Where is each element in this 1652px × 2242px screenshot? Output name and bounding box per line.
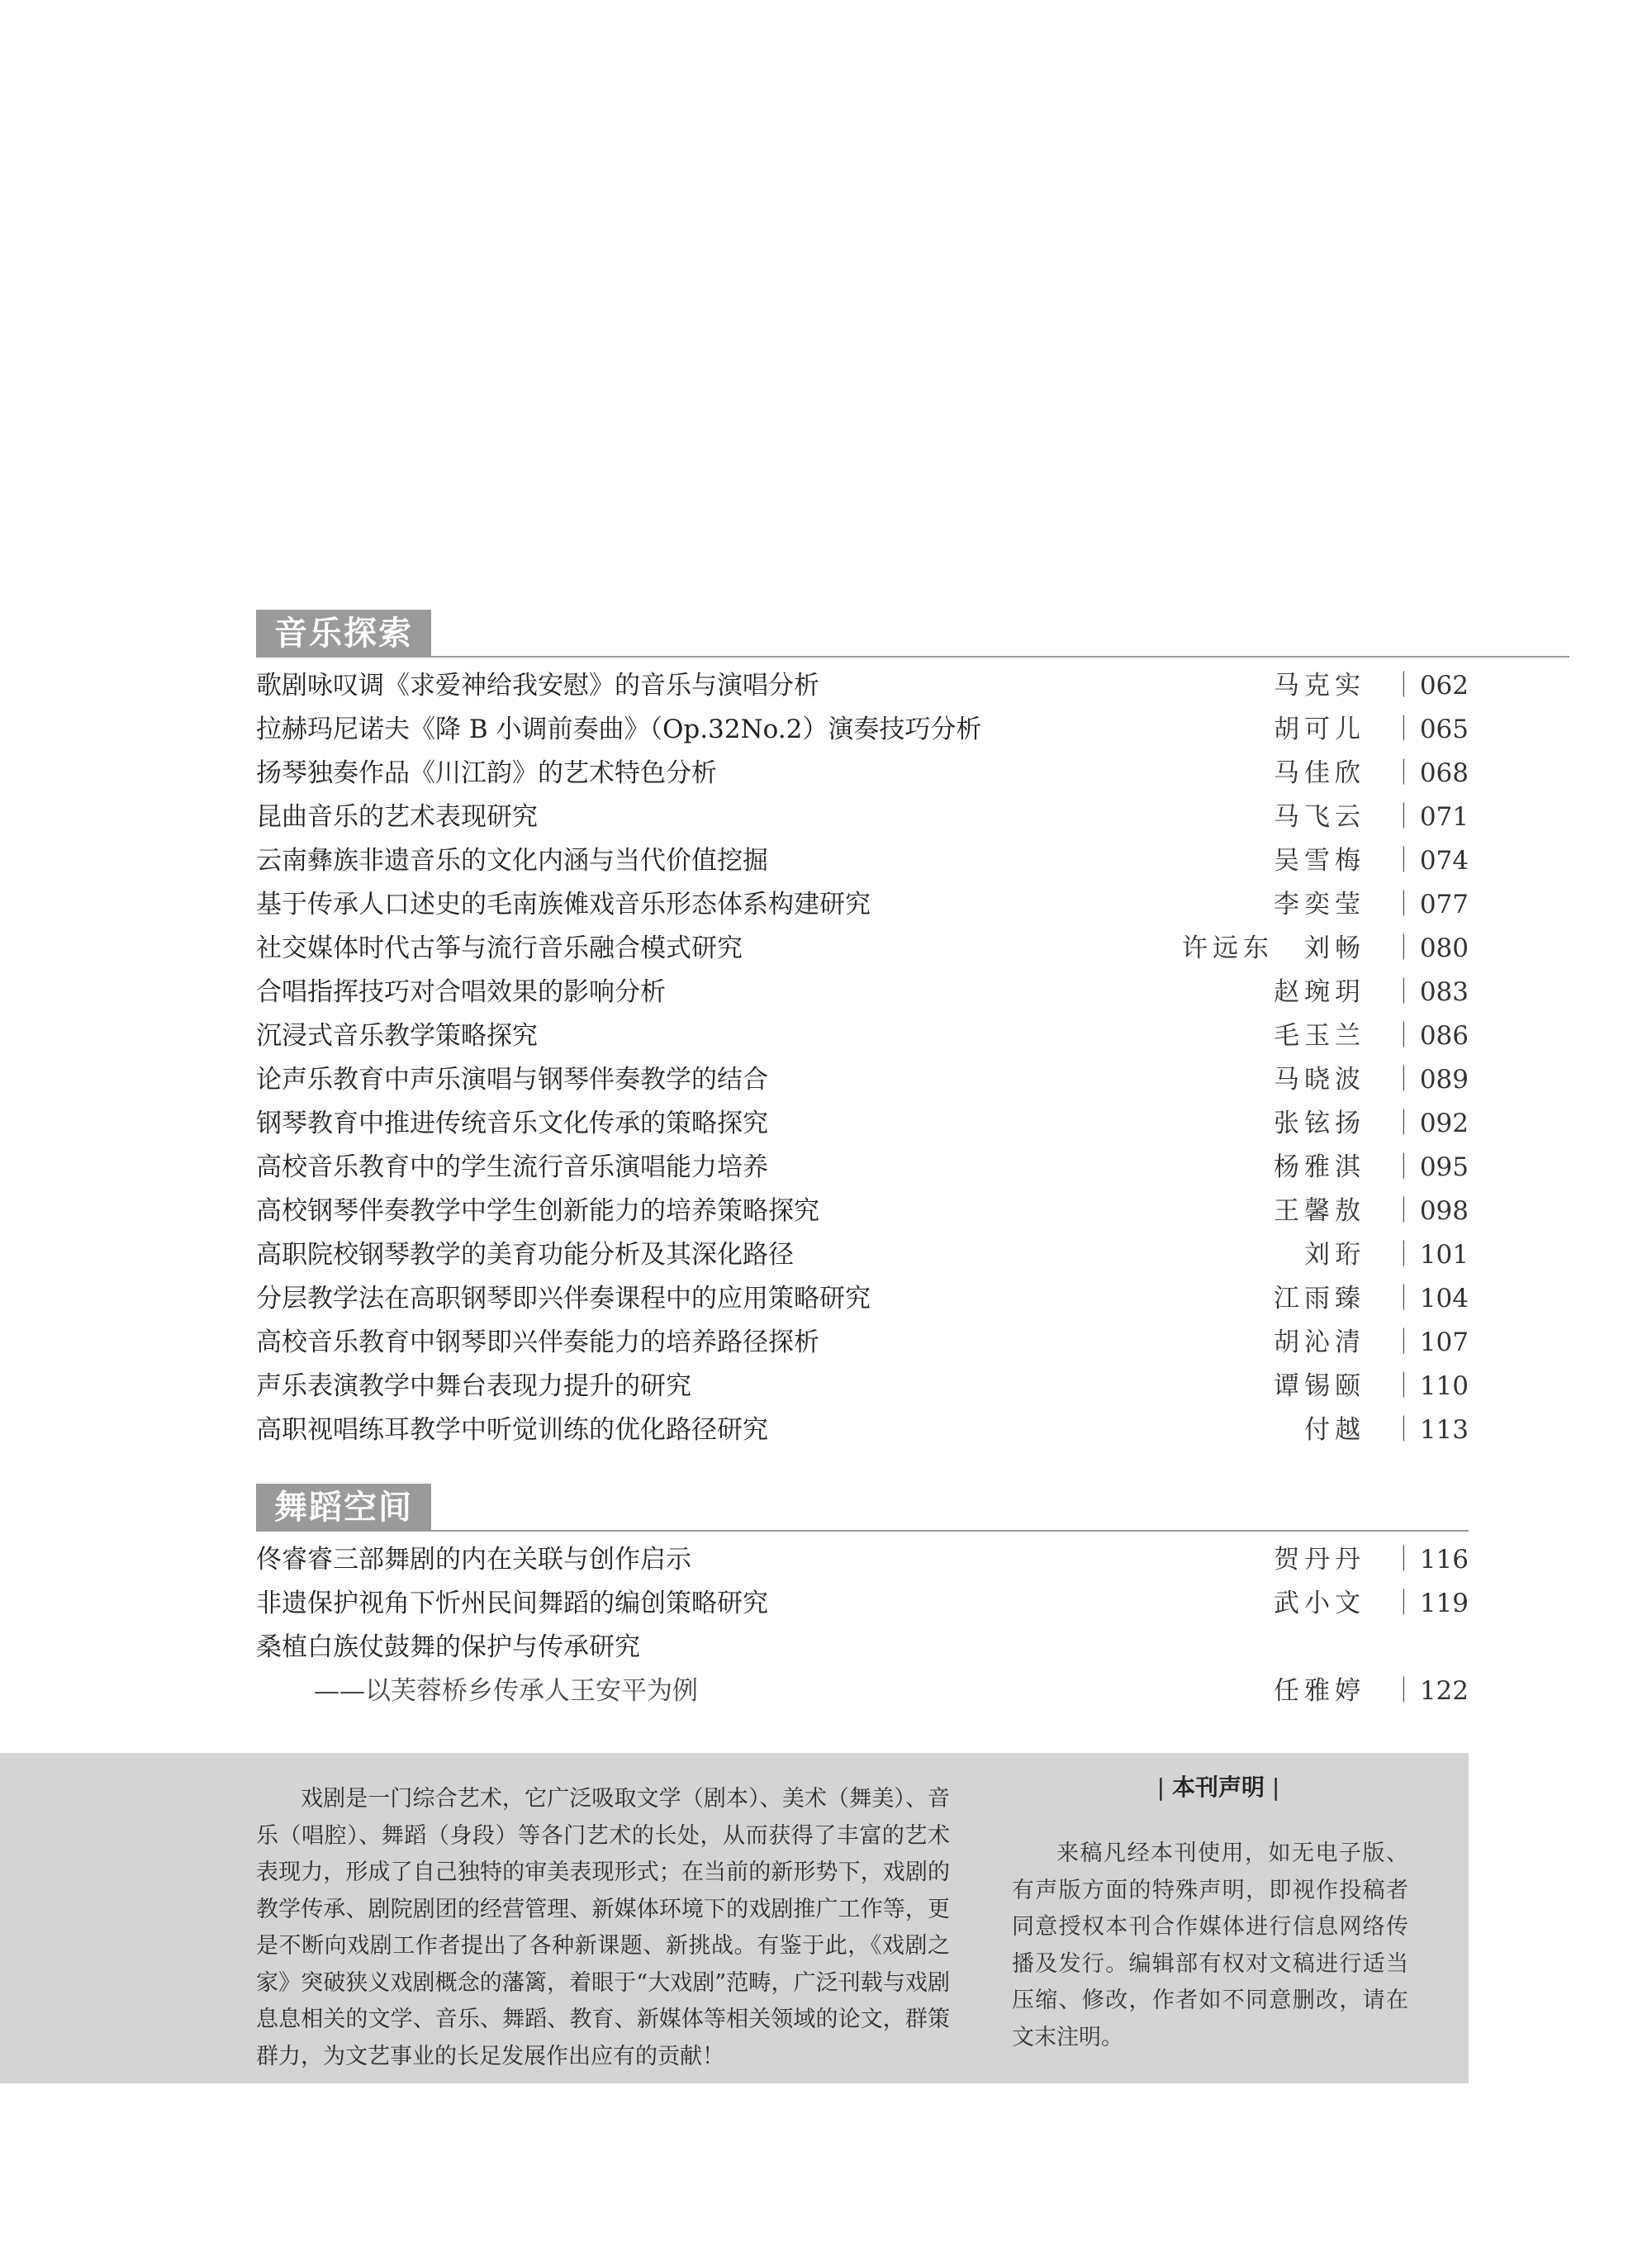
toc-entry-page-number: ｜ 107 (1391, 1321, 1469, 1365)
toc-entry-title: 扬琴独奏作品《川江韵》的艺术特色分析 (256, 758, 717, 788)
toc-entry[interactable] (256, 708, 1469, 752)
section-dance-space (256, 1484, 1469, 1713)
section-rule (256, 656, 1569, 658)
toc-entry-author: 刘珩 (1304, 1240, 1365, 1270)
toc-entry[interactable] (256, 1538, 1469, 1582)
toc-entry[interactable] (256, 1365, 1469, 1408)
toc-entry-author: 吴雪梅 (1274, 846, 1365, 876)
section-header (256, 610, 1569, 658)
toc-entry-page-number: ｜ 071 (1391, 796, 1469, 839)
toc-entry-page-number: ｜ 098 (1391, 1190, 1469, 1233)
toc-entry[interactable] (256, 1233, 1469, 1277)
toc-entry-title: 钢琴教育中推进传统音乐文化传承的策略探究 (256, 1109, 768, 1138)
toc-entry-title: 基于传承人口述史的毛南族傩戏音乐形态体系构建研究 (256, 890, 871, 919)
toc-entry-author: 王馨敖 (1274, 1196, 1365, 1226)
info-panel (0, 1753, 1469, 2083)
notice-body: 来稿凡经本刊使用，如无电子版、有声版方面的特殊声明，即视作投稿者同意授权本刊合作媒体进行信息网络传播及发行。编辑部有权对文稿进行适当压缩、修改，作者如不同意删改，请在文末注明。 (1012, 1841, 1408, 2050)
toc-entry-title: 桑植白族仗鼓舞的保护与传承研究 (256, 1632, 640, 1662)
toc-entry-page-number: ｜ 089 (1391, 1058, 1469, 1102)
toc-entry[interactable] (256, 1058, 1469, 1102)
toc-entry[interactable] (256, 883, 1469, 927)
section-rule (256, 1530, 1469, 1532)
toc-entry-title: 高校钢琴伴奏教学中学生创新能力的培养策略探究 (256, 1196, 819, 1226)
toc-entry-continuation (256, 1670, 1469, 1713)
toc-entry-author: 谭锡颐 (1274, 1371, 1365, 1401)
toc-entry-page-number: ｜ 119 (1391, 1582, 1469, 1626)
toc-entry-title: 沉浸式音乐教学策略探究 (256, 1021, 538, 1051)
toc-entry[interactable] (256, 839, 1469, 883)
toc-list (256, 664, 1469, 1452)
toc-entry-page-number: ｜ 086 (1391, 1014, 1469, 1058)
toc-entry-author: 任雅婷 (1274, 1676, 1365, 1706)
toc-entry[interactable] (256, 1190, 1469, 1233)
toc-entry-author: 胡沁清 (1274, 1328, 1365, 1357)
toc-entry-title: 高校音乐教育中钢琴即兴伴奏能力的培养路径探析 (256, 1328, 819, 1357)
toc-entry-page-number: ｜ 077 (1391, 883, 1469, 927)
toc-entry[interactable] (256, 1408, 1469, 1452)
toc-entry-title: 分层教学法在高职钢琴即兴伴奏课程中的应用策略研究 (256, 1284, 871, 1313)
toc-entry-title: 昆曲音乐的艺术表现研究 (256, 802, 538, 832)
toc-entry-title: 拉赫玛尼诺夫《降 B 小调前奏曲》（Op.32No.2）演奏技巧分析 (256, 715, 982, 744)
toc-entry-author: 马佳欣 (1274, 758, 1365, 788)
toc-entry-title: 歌剧咏叹调《求爱神给我安慰》的音乐与演唱分析 (256, 671, 819, 701)
toc-entry-page-number: ｜ 065 (1391, 708, 1469, 752)
toc-entry-title: 非遗保护视角下忻州民间舞蹈的编创策略研究 (256, 1589, 768, 1618)
toc-entry[interactable] (256, 927, 1469, 971)
toc-entry-page-number: ｜ 068 (1391, 752, 1469, 796)
toc-entry-page-number: ｜ 113 (1391, 1408, 1469, 1452)
toc-entry-author: 武小文 (1274, 1589, 1365, 1618)
toc-entry-author: 杨雅淇 (1274, 1152, 1365, 1182)
toc-entry[interactable] (256, 1102, 1469, 1146)
toc-entry-title: 合唱指挥技巧对合唱效果的影响分析 (256, 977, 666, 1007)
toc-entry[interactable] (256, 1014, 1469, 1058)
toc-entry-title: 高校音乐教育中的学生流行音乐演唱能力培养 (256, 1152, 768, 1182)
toc-entry-author: 许远东 刘畅 (1182, 933, 1365, 963)
section-music-exploration (256, 610, 1569, 1452)
toc-entry-title: 声乐表演教学中舞台表现力提升的研究 (256, 1371, 691, 1401)
toc-entry-author: 付越 (1304, 1415, 1365, 1445)
toc-entry-page-number: ｜ 101 (1391, 1233, 1469, 1277)
toc-entry-author: 马飞云 (1274, 802, 1365, 832)
toc-entry-page-number: ｜ 104 (1391, 1277, 1469, 1321)
section-label: 舞蹈空间 (256, 1484, 431, 1532)
toc-entry-page-number: ｜ 116 (1391, 1538, 1469, 1582)
notice-title: | 本刊声明 | (1156, 1771, 1280, 1804)
toc-entry[interactable] (256, 796, 1469, 839)
toc-entry-author: 马晓波 (1274, 1065, 1365, 1095)
toc-entry-title: 高职院校钢琴教学的美育功能分析及其深化路径 (256, 1240, 794, 1270)
toc-entry-subtitle: ——以芙蓉桥乡传承人王安平为例 (314, 1676, 698, 1706)
toc-entry-author: 马克实 (1274, 671, 1365, 701)
section-label: 音乐探索 (256, 610, 431, 658)
toc-entry[interactable] (256, 1277, 1469, 1321)
toc-entry[interactable] (256, 664, 1469, 708)
toc-entry-page-number: ｜ 095 (1391, 1146, 1469, 1190)
toc-entry-author: 赵琬玥 (1274, 977, 1365, 1007)
toc-entry[interactable] (256, 752, 1469, 796)
toc-entry-page-number: ｜ 092 (1391, 1102, 1469, 1146)
toc-entry[interactable] (256, 971, 1469, 1014)
toc-entry[interactable] (256, 1582, 1469, 1626)
toc-entry-page-number: ｜ 062 (1391, 664, 1469, 708)
toc-entry-title: 佟睿睿三部舞剧的内在关联与创作启示 (256, 1545, 691, 1575)
toc-entry-author: 张铉扬 (1274, 1109, 1365, 1138)
toc-entry-author: 胡可儿 (1274, 715, 1365, 744)
toc-entry-author: 毛玉兰 (1274, 1021, 1365, 1051)
section-header (256, 1484, 1469, 1532)
toc-entry-author: 李奕莹 (1274, 890, 1365, 919)
toc-entry[interactable] (256, 1626, 1469, 1670)
toc-list (256, 1538, 1469, 1713)
toc-entry[interactable] (256, 1146, 1469, 1190)
toc-entry-author: 贺丹丹 (1274, 1545, 1365, 1575)
toc-entry-page-number: ｜ 083 (1391, 971, 1469, 1014)
toc-entry-author: 江雨臻 (1274, 1284, 1365, 1313)
toc-entry-page-number: ｜ 110 (1391, 1365, 1469, 1408)
toc-entry-title: 云南彝族非遗音乐的文化内涵与当代价值挖掘 (256, 846, 768, 876)
toc-entry-page-number: ｜ 080 (1391, 927, 1469, 971)
toc-entry-page-number: ｜ 074 (1391, 839, 1469, 883)
toc-entry[interactable] (256, 1321, 1469, 1365)
toc-entry-title: 高职视唱练耳教学中听觉训练的优化路径研究 (256, 1415, 768, 1445)
toc-entry-title: 论声乐教育中声乐演唱与钢琴伴奏教学的结合 (256, 1065, 768, 1095)
toc-entry-title: 社交媒体时代古筝与流行音乐融合模式研究 (256, 933, 743, 963)
toc-entry-page-number: ｜ 122 (1391, 1670, 1469, 1713)
journal-intro-paragraph: 戏剧是一门综合艺术，它广泛吸取文学（剧本）、美术（舞美）、音乐（唱腔）、舞蹈（身段）等各门艺术的长处，从而获得了丰富的艺术表现力，形成了自己独特的审美表现形式；在当前的新形势下，戏剧的教学传承、剧院剧团的经营管理、新媒体环境下的戏剧推广工作等，更是不断向戏剧工作者提出了各种新课题、新挑战。有鉴于此，《戏剧之家》突破狭义戏剧概念的藩篱，着眼于“大戏剧”范畴，广泛刊载与戏剧息息相关的文学、音乐、舞蹈、教育、新媒体等相关领域的论文，群策群力，为文艺事业的长足发展作出应有的贡献！ (256, 1786, 950, 2069)
